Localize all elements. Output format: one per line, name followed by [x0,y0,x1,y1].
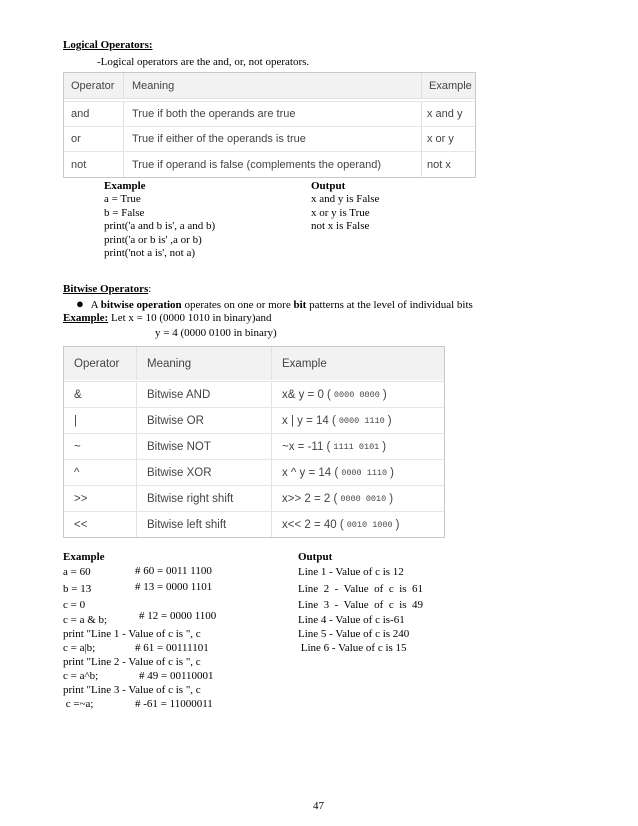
bitwise-heading-text: Bitwise Operators [63,283,149,295]
cell-operator: & [64,382,137,408]
cell-meaning: True if both the operands are true [124,102,422,126]
cell-meaning: Bitwise OR [137,408,272,434]
logical-heading: Logical Operators: [63,39,153,51]
table-row [64,511,444,537]
table-row [64,485,444,512]
bitwise-operators-table [63,346,445,538]
table-header-row [64,347,444,380]
table-row [64,101,475,126]
cell-meaning: True if operand is false (complements the operand) [124,152,422,177]
cell-operator: or [64,127,124,151]
bitwise-example-label: Example [63,551,105,563]
example-binary: 0000 0010 [340,494,387,504]
output-line: Line 2 - Value of c is 61 [298,583,424,595]
header-example: Example [429,79,472,92]
bullet-text-1: A [90,299,101,311]
code-line: a = 60 [63,566,91,578]
code-line: c = 0 [63,599,86,611]
example-text: Let x = 10 (0000 1010 in binary)and [108,312,272,324]
example-close: ) [389,493,394,505]
table-row [64,433,444,460]
bullet-dot-icon: ● [76,296,84,311]
header-operator: Operator [64,73,124,98]
bitwise-output-label: Output [298,551,333,563]
example-expr: x ^ y = 14 ( [282,467,339,479]
logical-intro: -Logical operators are the and, or, not operators. [97,56,310,68]
code-line: print('a and b is', a and b) [104,220,216,232]
table-row [64,151,475,177]
table-row [64,407,444,434]
table-row [64,126,475,151]
header-meaning: Meaning [124,73,422,98]
code-comment: # 49 = 00110001 [139,670,214,682]
header-example: Example [282,357,327,370]
code-line: c = a & b; [63,614,108,626]
cell-operator: and [64,102,124,126]
code-comment: # -61 = 11000011 [135,698,213,710]
cell-meaning: Bitwise NOT [137,434,272,460]
cell-example [272,486,444,512]
output-line: Line 3 - Value of c is 49 [298,599,424,611]
cell-example [272,512,444,537]
example-close: ) [387,415,392,427]
code-line: c =~a; [63,698,94,710]
code-line: print "Line 3 - Value of c is ", c [63,684,201,696]
example-expr: x& y = 0 ( [282,389,331,401]
example-close: ) [382,389,387,401]
header-operator: Operator [64,347,137,380]
table-row [64,459,444,486]
example-expr: ~x = -11 ( [282,441,331,453]
example-close: ) [390,467,394,479]
output-line: x and y is False [311,193,380,205]
bitwise-heading-colon: : [148,283,152,295]
output-line: Line 4 - Value of c is-61 [298,614,405,626]
code-line: b = 13 [63,583,92,595]
output-line: x or y is True [311,207,370,219]
cell-operator: >> [64,486,137,512]
code-line: print('not a is', not a) [104,247,196,259]
cell-meaning: Bitwise XOR [137,460,272,486]
example-binary: 0000 1110 [341,468,388,478]
bullet-text-2: operates on one or more [181,299,294,311]
cell-example: not x [427,158,451,171]
example-binary: 1111 0101 [333,442,380,452]
code-comment: # 12 = 0000 1100 [139,610,217,622]
code-line: c = a^b; [63,670,99,682]
logical-example-label: Example [104,180,146,192]
cell-example [272,434,444,460]
example-expr: x<< 2 = 40 ( [282,518,344,531]
bitwise-heading [63,283,151,296]
code-comment: # 13 = 0000 1101 [135,581,213,593]
cell-example [272,382,444,408]
code-comment: # 61 = 00111101 [135,642,209,654]
bullet-text-3: patterns at the level of individual bits [306,299,473,311]
table-row [64,381,444,408]
code-line: print "Line 2 - Value of c is ", c [63,656,201,668]
page-number: 47 [313,800,324,812]
cell-operator: ^ [64,460,137,486]
example-close: ) [395,518,400,531]
bitwise-bullet [76,297,473,312]
example-binary: 0000 1110 [338,416,385,426]
code-line: print "Line 1 - Value of c is ", c [63,628,201,640]
bullet-bold-2: bit [293,299,307,311]
example-binary: 0000 0000 [333,390,380,400]
cell-example [272,460,444,486]
cell-example: x and y [427,108,463,120]
cell-operator: | [64,408,137,434]
cell-operator: ~ [64,434,137,460]
bitwise-example-line2: y = 4 (0000 0100 in binary) [155,327,277,339]
example-binary: 0010 1000 [346,519,393,530]
example-heading: Example: [63,312,109,324]
output-line: Line 5 - Value of c is 240 [298,628,410,640]
code-line: a = True [104,193,141,205]
cell-meaning: True if either of the operands is true [124,127,422,151]
cell-meaning: Bitwise AND [137,382,272,408]
code-line: c = a|b; [63,642,96,654]
cell-example: x or y [427,133,454,145]
logical-output-label: Output [311,180,346,192]
code-comment: # 60 = 0011 1100 [135,565,212,577]
cell-operator: not [64,152,124,177]
table-header-row [64,73,475,99]
bullet-bold-1: bitwise operation [100,299,182,311]
example-expr: x>> 2 = 2 ( [282,493,338,505]
header-meaning: Meaning [137,347,272,380]
cell-example [272,408,444,434]
output-line: Line 1 - Value of c is 12 [298,566,404,578]
code-line: print('a or b is' ,a or b) [104,234,202,246]
output-line: Line 6 - Value of c is 15 [298,642,407,654]
cell-meaning: Bitwise right shift [137,486,272,512]
example-close: ) [382,441,387,453]
cell-meaning: Bitwise left shift [137,512,272,537]
example-expr: x | y = 14 ( [282,415,336,427]
output-line: not x is False [311,220,370,232]
cell-operator: << [64,512,137,537]
bitwise-example-line1 [63,312,271,325]
code-line: b = False [104,207,145,219]
logical-operators-table [63,72,476,178]
